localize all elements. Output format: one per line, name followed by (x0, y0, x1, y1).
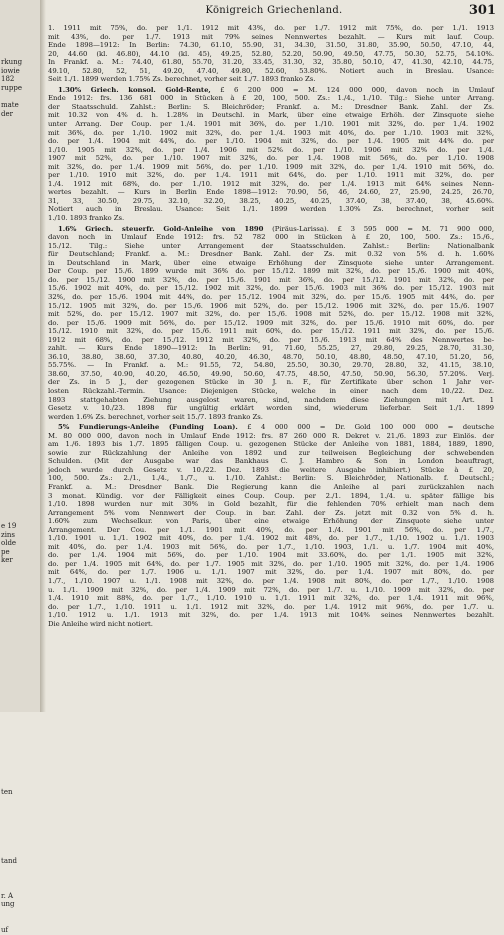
text-line (48, 353, 494, 362)
text-line (48, 526, 494, 535)
line-text: mit 10.32 von 4% d. h. 1.28% in Deutschl. in Mark, über eine etwaige Erhöh. der Zinsquote siehe (48, 111, 494, 120)
margin-fragment (1, 127, 43, 136)
text-line (48, 137, 494, 146)
margin-fragment (1, 849, 43, 858)
margin-fragment (1, 840, 43, 849)
line-text: 15./12. 1910 mit 32%, do. per 15./6. 1911 mit 60%, do. per 15./12. 1911 mit 32%, do. per 15./6. (48, 327, 494, 336)
margin-fragment (1, 221, 43, 230)
line-text: do. per 1./4. 1904 mit 56%, do. per 1./10. 1904 mit 33.60%, do. per 1./1. 1905 mit 32%, (48, 551, 494, 560)
margin-fragment (1, 402, 43, 411)
margin-fragment (1, 161, 43, 170)
margin-fragment (1, 814, 43, 823)
margin-fragment: r. A (1, 891, 14, 900)
line-text: 15./6. 1902 mit 40%, do. per 15./12. 1902 mit 32%, do. per 15./6. 1903 mit 36% do. per 15./12. 1903 mit (48, 284, 494, 293)
text-line (48, 378, 494, 387)
text-line (48, 483, 494, 492)
margin-fragment (1, 324, 43, 333)
margin-fragment (1, 505, 43, 514)
line-text: Seit 1./1. 1899 werden 1.75% Zs. berechnet, vorher seit 1./7. 1893 franko Zs. (48, 75, 316, 84)
text-line (48, 344, 494, 353)
text-line (48, 197, 494, 206)
margin-fragment (1, 771, 43, 780)
margin-fragment: pe (1, 547, 10, 556)
text-line (48, 474, 494, 483)
text-line (48, 396, 494, 405)
margin-fragment (1, 281, 43, 290)
margin-fragment (1, 273, 43, 282)
margin-fragment (1, 642, 43, 651)
text-line (48, 250, 494, 259)
bond-entry (48, 86, 494, 223)
margin-fragment (1, 797, 43, 806)
text-line (48, 163, 494, 172)
line-text: 15./12. 1905 mit 32%, do. per 15./6. 1906 mit 52%, do. per 15./12. 1906 mit 32%, do. per 15./6. 1907 (48, 301, 494, 310)
text-line (48, 58, 494, 67)
line-text: Arrangement 5% vom Nennwert der Coup. in bar. Zahl. der Zs. jetzt mit 0.32 von 5% d. h. (48, 508, 494, 517)
text-line (48, 214, 494, 223)
margin-fragment (1, 513, 43, 522)
margin-fragment: ker (1, 556, 13, 565)
margin-fragment (1, 144, 43, 153)
line-text: 1912 mit 68%, do. per 15./12. 1912 mit 32%, do. per 15./6. 1913 mit 64% des Nennwertes be- (48, 335, 494, 344)
margin-fragment (1, 204, 43, 213)
text-line (48, 111, 494, 120)
line-text: do. per 1./7., 1./10. 1911 u. 1./1. 1912 mit 32%, do. per 1./4. 1912 mit 96%, do. per 1./7. u. (48, 602, 494, 611)
margin-fragment (1, 118, 43, 127)
previous-page-margin (0, 0, 44, 934)
margin-fragment: der (1, 109, 13, 118)
margin-fragment (1, 574, 43, 583)
text-line (48, 534, 494, 543)
margin-fragment (1, 92, 43, 101)
entry-heading: 5% Fundierungs-Anleihe (Funding Loan). (58, 423, 238, 432)
line-text: sowie zur Rückzahlung der Anleihe von 1892 und zur teilweisen Begleichung der schwebenden (48, 448, 494, 457)
line-text: 1./4. 1912 mit 68%, do. per 1./10. 1912 mit 32%, do. per 1./4. 1913 mit 64% seines Nenn- (48, 179, 494, 188)
margin-fragment (1, 393, 43, 402)
text-line (48, 94, 494, 103)
text-line (48, 423, 494, 432)
margin-fragment (1, 471, 43, 480)
text-line (48, 129, 494, 138)
margin-fragment (1, 866, 43, 875)
line-text: 55.75%. — In Frankf. a. M.: 91.55, 72, 54.80, 25.50, 30.30, 29.70, 28.80, 32, 41.15, 38.10, (48, 361, 494, 370)
text-line (48, 225, 494, 234)
text-line (48, 284, 494, 293)
line-text: Frankf. a. M.: Dresdner Bank. Die Regierung kann die Anleihe al pari zurückzahlen nach (48, 482, 494, 491)
text-line (48, 103, 494, 112)
text-line (48, 594, 494, 603)
text-line (48, 449, 494, 458)
text-line (48, 180, 494, 189)
line-text: davon noch in Umlauf Ende 1912: frs. 52 782 000 in Stücken à £ 20, 100, 500. Zs.: 15./6., (48, 233, 494, 242)
text-line (48, 302, 494, 311)
text-line (48, 568, 494, 577)
line-text: 20, 44.60 (kl. 46.80), 44.10 (kl. 45), 49.25, 52.80, 52.20, 50.90, 49.50, 47.75, 50.30, 52.75, 54.10%. (48, 49, 494, 58)
line-text: 49.10, 52.80, 52, 51, 49.20, 47.40, 49.80, 52.60, 53.80%. Notiert auch in Breslau. Usance: (48, 66, 494, 75)
text-line (48, 500, 494, 509)
margin-fragment (1, 307, 43, 316)
margin-fragment (1, 625, 43, 634)
text-line (48, 387, 494, 396)
text-line (48, 242, 494, 251)
margin-fragment: mate (1, 100, 19, 109)
text-line (48, 171, 494, 180)
text-line (48, 259, 494, 268)
line-text: 1907 mit 52%, do. per 1./10. 1907 mit 32%, do. per 1./4. 1908 mit 56%, do. per 1./10. 1908 (48, 154, 494, 163)
line-text: jedoch wurde durch Gesetz v. 10./22. Dez. 1893 die weitere Ausgabe inhibiert.) Stücke à £ 20, (48, 465, 494, 474)
line-text: Notiert auch in Breslau. Usance: Seit 1./1. 1899 werden 1.30% Zs. berechnet, vorher seit (48, 205, 494, 214)
line-text: 1.60% zum Wechselkur. von Paris, über eine etwaige Erhöhung der Zinsquote siehe unter (48, 517, 494, 526)
margin-fragment (1, 608, 43, 617)
margin-fragment (1, 196, 43, 205)
line-text: u. 1./1. 1909 mit 32%, do. per 1./4. 1909 mit 72%, do. per 1./7. u. 1./10. 1909 mit 32%, do. per (48, 585, 494, 594)
text-line (48, 24, 494, 33)
margin-fragment (1, 685, 43, 694)
text-line (48, 205, 494, 214)
bond-entry (48, 24, 494, 84)
margin-fragment (1, 599, 43, 608)
margin-fragment (1, 187, 43, 196)
margin-fragment (1, 153, 43, 162)
margin-fragment (1, 831, 43, 840)
margin-fragment (1, 806, 43, 815)
running-title: Königreich Griechenland. (205, 5, 343, 16)
text-line (48, 33, 494, 42)
text-line (48, 154, 494, 163)
line-text: der Staatsschuld. Zahlst.: Berlin: S. Bleichröder; Frankf. a. M.: Dresdner Bank. Zahl. der Zs. (48, 102, 494, 111)
line-text: in Deutschland in Mark, über eine etwaige Erhöhung der Zinsquote siehe unter Arrangement. (48, 258, 494, 267)
margin-fragment (1, 350, 43, 359)
margin-fragment (1, 711, 43, 720)
line-text: 31, 33, 30.50, 29.75, 32.10, 32.20, 38.25, 40.25, 40.25, 37.40, 38, 37.40, 38, 45.60%. (48, 196, 494, 205)
text-line (48, 146, 494, 155)
book-gutter-shadow (40, 0, 46, 712)
text-line (48, 336, 494, 345)
text-line (48, 492, 494, 501)
line-text: für Deutschland; Frankf. a. M.: Dresdner Bank. Zahl. der Zs. mit 0.32 von 5% d. h. 1.60% (48, 250, 494, 259)
margin-fragment (1, 823, 43, 832)
margin-fragment (1, 376, 43, 385)
margin-fragment-list (1, 58, 43, 935)
line-text: Gesetz v. 10./23. 1898 für ungültig erklärt worden sind, wiederum lieferbar. Seit 1./1. 1899 (48, 404, 494, 413)
text-line (48, 457, 494, 466)
margin-fragment (1, 256, 43, 265)
margin-fragment: zins (1, 530, 16, 539)
line-text: 32%, do. per 15./6. 1904 mit 44%, do. per 15./12. 1904 mit 32%, do. per 15./6. 1905 mit 44%, do. per (48, 292, 494, 301)
text-line (48, 319, 494, 328)
margin-fragment (1, 651, 43, 660)
text-line (48, 327, 494, 336)
line-text: mit 36%, do. per 1./10. 1902 mit 32%, do. per 1./4. 1903 mit 40%, do. per 1./10. 1903 mit 32%, (48, 128, 494, 137)
line-text: werden 1.6% Zs. berechnet, vorher seit 15./7. 1893 franko Zs. (48, 412, 263, 421)
line-text: 100, 500. Zs.: 2./1., 1./4., 1./7., u. 1./10. Zahlst.: Berlin: S. Bleichröder, Nationalb. f. Deutschl.; (48, 474, 494, 483)
line-text: mit 64%, do. per 1./7. 1906 u. 1./1. 1907 mit 32%, do. per 1./4. 1907 mit 80%, do. per (48, 568, 494, 577)
margin-fragment (1, 754, 43, 763)
margin-fragment (1, 909, 43, 918)
margin-fragment (1, 290, 43, 299)
bond-entry (48, 423, 494, 628)
margin-fragment (1, 428, 43, 437)
text-line (48, 41, 494, 50)
line-text: £ 6 200 000 = M. 124 000 000, davon noch in Umlauf (210, 85, 495, 94)
line-text: per 1./10. 1910 mit 32%, do. per 1./4. 1911 mit 64%, do. per 1./10. 1911 mit 32%, do. per (48, 171, 494, 180)
margin-fragment: uf (1, 925, 9, 934)
line-text: 1893 stattgehabten Ziehung ausgelost waren, sind, nachdem diese Ziehungen mit Art. 1 (48, 395, 494, 404)
line-text: do. per 15./12. 1900 mit 32%, do. per 15./6. 1901 mit 36%, do. per 15./12. 1901 mit 32%, do. per (48, 275, 494, 284)
line-text: 1./4. 1910 mit 88%, do. per 1./7., 1./10. 1910 u. 1./1. 1911 mit 32%, do. per 1./4. 1911 mit 96%, (48, 594, 494, 603)
text-line (48, 560, 494, 569)
margin-fragment (1, 617, 43, 626)
line-text: losten Rückzahl.-Termin. Usance: Diejenigen Stücke, welche in einer nach dem 10./22. Dez. (48, 386, 494, 395)
text-line (48, 603, 494, 612)
margin-fragment (1, 367, 43, 376)
entry-heading: 1.6% Griech. steuerfr. Gold-Anleihe von 1890 (58, 224, 264, 233)
line-text: 1./7., 1./10. 1907 u. 1./1. 1908 mit 32%, do. per 1./4. 1908 mit 80%, do. per 1./7., 1./10. 1908 (48, 577, 494, 585)
bond-entry (48, 225, 494, 422)
margin-fragment (1, 917, 43, 926)
margin-fragment (1, 488, 43, 497)
text-line (48, 577, 494, 586)
text-line (48, 370, 494, 379)
text-line (48, 276, 494, 285)
margin-fragment (1, 333, 43, 342)
line-text: do. per 1./4. 1905 mit 64%, do. per 1./7. 1905 mit 32%, do. per 1./10. 1905 mit 32%, do. per 1./4. 1906 (48, 559, 494, 568)
line-text: der Zs. in 5 J., der gezogenen Stücke in 30 J. n. F., für Zertifikate über schon 1 Jahr ver- (48, 378, 494, 387)
line-text: Die Anleihe wird nicht notiert. (48, 619, 153, 628)
margin-fragment (1, 874, 43, 883)
margin-fragment: rkung (1, 58, 23, 66)
margin-fragment (1, 238, 43, 247)
running-head (48, 2, 500, 24)
text-line (48, 75, 494, 84)
line-text: Ende 1898—1912: In Berlin: 74.30, 61.10, 55.90, 31, 34.30, 31.50, 31.80, 35.90, 50.50, 47.10, 44, (48, 41, 494, 50)
line-text: mit 43%, do. per 1./7. 1913 mit 79% seines Nennwertes bezahlt. — Kurs mit lauf. Coup. (48, 32, 494, 41)
text-line (48, 586, 494, 595)
text-line (48, 361, 494, 370)
margin-fragment (1, 436, 43, 445)
text-line (48, 120, 494, 129)
margin-fragment (1, 668, 43, 677)
margin-fragment (1, 410, 43, 419)
margin-fragment (1, 247, 43, 256)
margin-fragment (1, 299, 43, 308)
line-text: 1./10. 1912 u. 1./1. 1913 mit 32%, do. per 1./4. 1913 mit 104% seines Nennwertes bezahlt. (48, 611, 494, 620)
margin-fragment (1, 445, 43, 454)
text-line (48, 440, 494, 449)
margin-fragment (1, 462, 43, 471)
entry-heading: 1.30% Griech. konsol. Gold-Rente, (58, 85, 211, 94)
margin-fragment: ruppe (1, 83, 22, 92)
line-text: mit 52%, do. per 15./12. 1907 mit 32%, do. per 15./6. 1908 mit 52%, do. per 15./12. 1908 mit 32%, (48, 310, 494, 319)
margin-fragment (1, 479, 43, 488)
margin-fragment (1, 453, 43, 462)
margin-fragment (1, 746, 43, 755)
margin-fragment (1, 342, 43, 351)
margin-fragment (1, 565, 43, 574)
text-line (48, 67, 494, 76)
page-number: 301 (468, 3, 496, 18)
text-line (48, 517, 494, 526)
margin-fragment (1, 634, 43, 643)
text-line (48, 404, 494, 413)
margin-fragment (1, 883, 43, 892)
line-text: M. 80 000 000, davon noch in Umlauf Ende 1912: frs. 87 260 000 R. Dekret v. 21./6. 1893 zur Einlös. der (48, 431, 494, 440)
line-text: 1. 1911 mit 75%, do. per 1./1. 1912 mit 43%, do. per 1./7. 1912 mit 75%, do. per 1./1. 1913 (48, 24, 494, 32)
margin-fragment: olde (1, 539, 17, 548)
line-text: unter Arrang. Der Coup. per 1./4. 1901 mit 36%, do. per 1./10. 1901 mit 32%, do. per 1./4. 1902 (48, 120, 494, 129)
margin-fragment (1, 316, 43, 325)
margin-fragment (1, 230, 43, 239)
margin-fragment: e 19 (1, 522, 17, 531)
margin-fragment (1, 385, 43, 394)
text-line (48, 413, 494, 422)
line-text: wertes bezahlt. — Kurs in Berlin Ende 1898—1912: 70.90, 56, 46, 24.60, 27, 25.90, 24.25, 26.70, (48, 188, 494, 197)
line-text: am 1./6. 1893 bis 1./7. 1895 fälligen Coup. u. gezogenen Stücke der Anleihe von 1881, 1884, 1889, 1890, (48, 440, 494, 449)
text-line (48, 310, 494, 319)
line-text: 1./10. 1893 franko Zs. (48, 214, 125, 223)
line-text: do. per 15./6. 1909 mit 56%, do. per 15./12. 1909 mit 32%, do. per 15./6. 1910 mit 60%, do. per (48, 318, 494, 327)
margin-fragment (1, 419, 43, 428)
line-text: 1./10. 1901 u. 1./1. 1902 mit 40%, do. per 1./4. 1902 mit 48%, do. per 1./7., 1./10. 1902 u. 1./1. 1903 (48, 534, 494, 543)
margin-fragment: ung (1, 900, 15, 909)
line-text: (Piräus-Larissa). £ 3 595 000 = M. 71 900 000, (263, 224, 495, 233)
line-text: do. per 1./4. 1904 mit 44%, do. per 1./10. 1904 mit 32%, do. per 1./4. 1905 mit 44% do. per (48, 137, 494, 146)
margin-fragment (1, 591, 43, 600)
margin-fragment (1, 264, 43, 273)
margin-fragment (1, 660, 43, 669)
line-text: Arrangement. Der Cou. per 1./1. 1901 mit 40%, do. per 1./4. 1901 mit 56%, do. per 1./7., (48, 525, 494, 534)
line-text: In Frankf. a. M.: 74.40, 61.80, 55.70, 31.20, 33.45, 31.30, 32, 35.80, 50.10, 47, 41.30, 42.10, 44.75, (48, 58, 494, 67)
line-text: zahlt. — Kurs Ende 1890—1912: In Berlin: 91, 71.60, 55.25, 27, 29.80, 29.25, 28.70, 31.30, (48, 344, 494, 353)
margin-fragment (1, 582, 43, 591)
line-text: Ende 1912: frs. 136 681 000 in Stücken à £ 20, 100, 500. Zs.: 1./4., 1./10. Tilg.: Siehe unter Arrang. (48, 94, 494, 103)
text-line (48, 620, 494, 629)
margin-fragment: tand (1, 857, 17, 866)
line-text: 1./10. 1898 wurden nur mit 30% in Gold bezahlt, für die fehlenden 70% erhielt man nach dem (48, 500, 494, 509)
text-line (48, 611, 494, 620)
margin-fragment (1, 694, 43, 703)
line-text: £ 4 000 000 = Dr. Gold 100 000 000 = deutsche (237, 423, 494, 432)
line-text: 36.10, 38.80, 38.60, 37.30, 40.80, 40.20, 46.30, 48.70, 50.10, 48.80, 48.50, 47.10, 51.20, 56, (48, 352, 494, 361)
margin-fragment (1, 720, 43, 729)
text-line (48, 432, 494, 441)
text-line (48, 509, 494, 518)
margin-fragment (1, 780, 43, 789)
line-text: mit 40%, do. per 1./4. 1903 mit 56%, do. per 1./7., 1./10. 1903, 1./1. u. 1./7. 1904 mit 40%, (48, 542, 494, 551)
margin-fragment (1, 737, 43, 746)
text-line (48, 466, 494, 475)
margin-fragment: iowie (1, 66, 20, 75)
line-text: 15./12. Tilg.: Siehe unter Arrangement der Staatsschulden. Zahlst.: Berlin: Nationalbank (48, 241, 494, 250)
margin-fragment (1, 728, 43, 737)
margin-fragment: 182 (1, 75, 15, 84)
margin-fragment (1, 178, 43, 187)
line-text: Schulden. (Mit der Ausgabe war das Bankhaus C. J. Hambro & Son in London beauftragt, (48, 457, 494, 466)
text-line (48, 188, 494, 197)
line-text: 3 monat. Kündig. vor der Fälligkeit eines Coup. Coup. per 2./1. 1894, 1./4. u. später fällige bis (48, 491, 494, 500)
body-text (48, 24, 494, 628)
text-line (48, 267, 494, 276)
margin-fragment (1, 170, 43, 179)
line-text: 38.60, 37.50, 40.90, 40.20, 46.50, 49.90, 50.60, 47.75, 48.50, 47.50, 50.90, 56.30, 57.20%. Verj. (48, 369, 494, 378)
document-page (48, 0, 500, 712)
margin-fragment (1, 359, 43, 368)
text-line (48, 233, 494, 242)
line-text: Der Coup. per 15./6. 1899 wurde mit 36% do. per 15./12. 1899 mit 32%, do. per 15./6. 1900 mit 40%, (48, 267, 494, 276)
margin-fragment (1, 496, 43, 505)
text-line (48, 543, 494, 552)
text-line (48, 551, 494, 560)
margin-fragment: ten (1, 788, 13, 797)
text-line (48, 293, 494, 302)
line-text: 1./10. 1905 mit 32%, do. per 1./4. 1906 mit 52% do. per 1./10. 1906 mit 32% do. per 1./4. (48, 145, 494, 154)
margin-fragment (1, 763, 43, 772)
line-text: mit 32%, do. per 1./4. 1909 mit 56%, do. per 1./10. 1909 mit 32%, do. per 1./4. 1910 mit 56%, do. (48, 162, 494, 171)
text-line (48, 50, 494, 59)
margin-fragment (1, 213, 43, 222)
margin-fragment (1, 135, 43, 144)
margin-fragment (1, 677, 43, 686)
margin-fragment (1, 703, 43, 712)
